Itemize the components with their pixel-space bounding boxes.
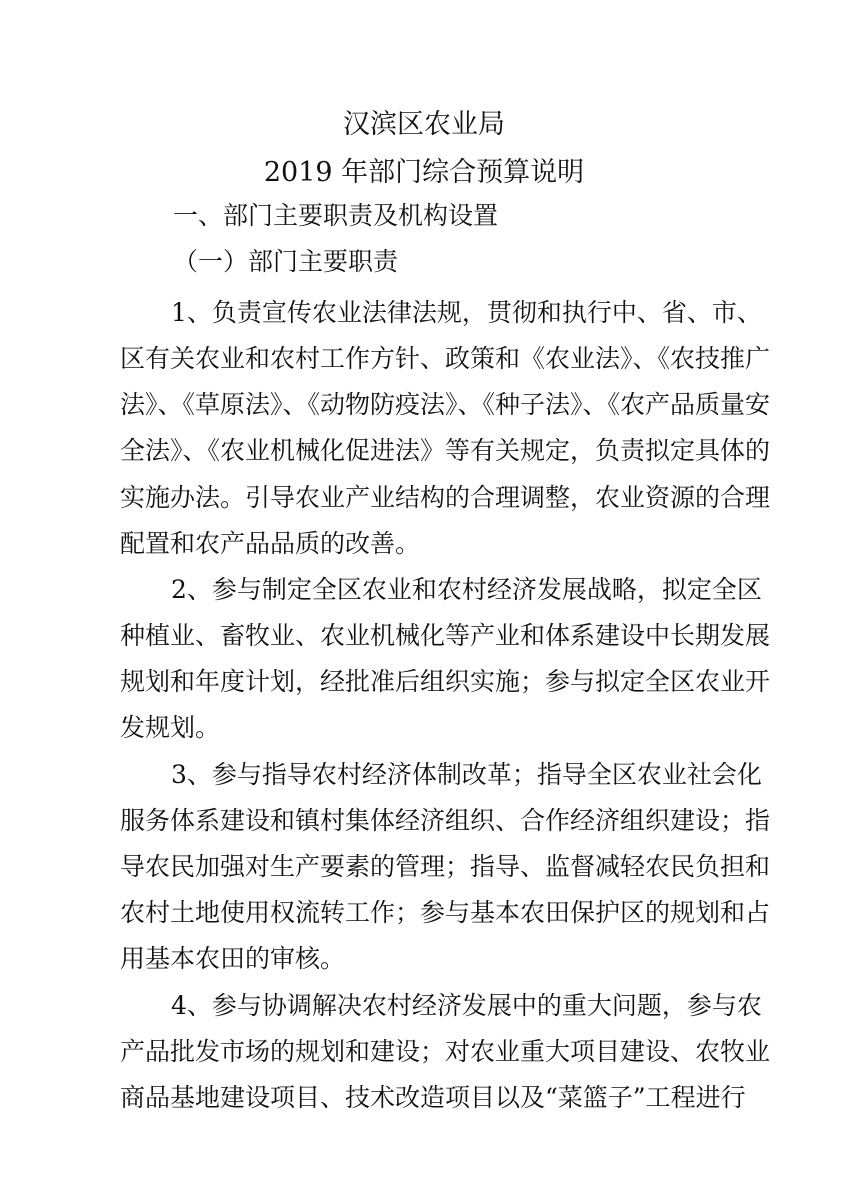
paragraph-line: 实施办法。引导农业产业结构的合理调整，农业资源的合理 <box>120 483 771 512</box>
paragraph-line: 4、参与协调解决农村经济发展中的重大问题，参与农 <box>171 991 762 1020</box>
document-title-org: 汉滨区农业局 <box>343 109 505 140</box>
paragraph-line: 规划和年度计划，经批准后组织实施；参与拟定全区农业开 <box>120 667 771 696</box>
paragraph-line: 区有关农业和农村工作方针、政策和《农业法》、《农技推广 <box>120 344 771 373</box>
paragraph-line: 用基本农田的审核。 <box>120 944 346 973</box>
paragraph-line: 发规划。 <box>120 713 221 742</box>
paragraph-line: 1、负责宣传农业法律法规，贯彻和执行中、省、市、 <box>171 298 762 327</box>
paragraph-line: 商品基地建设项目、技术改造项目以及“菜篮子”工程进行 <box>120 1083 746 1112</box>
paragraph-line: 配置和农产品品质的改善。 <box>120 529 421 558</box>
paragraph-line: 服务体系建设和镇村集体经济组织、合作经济组织建设；指 <box>120 806 771 835</box>
paragraph-line: 法》、《草原法》、《动物防疫法》、《种子法》、《农产品质量安 <box>120 390 771 419</box>
document-title: 2019 年部门综合预算说明 <box>263 157 585 188</box>
paragraph-line: 农村土地使用权流转工作；参与基本农田保护区的规划和占 <box>120 898 771 927</box>
section-heading: 一、部门主要职责及机构设置 <box>173 201 499 230</box>
paragraph-line: 种植业、畜牧业、农业机械化等产业和体系建设中长期发展 <box>120 621 771 650</box>
paragraph-line: 导农民加强对生产要素的管理；指导、监督减轻农民负担和 <box>120 852 771 881</box>
paragraph-line: 2、参与制定全区农业和农村经济发展战略，拟定全区 <box>171 575 762 604</box>
section-sub-heading: （一）部门主要职责 <box>173 247 399 276</box>
paragraph-line: 全法》、《农业机械化促进法》等有关规定，负责拟定具体的 <box>120 436 771 465</box>
paragraph-line: 产品批发市场的规划和建设；对农业重大项目建设、农牧业 <box>120 1037 771 1066</box>
paragraph-line: 3、参与指导农村经济体制改革；指导全区农业社会化 <box>171 760 762 789</box>
